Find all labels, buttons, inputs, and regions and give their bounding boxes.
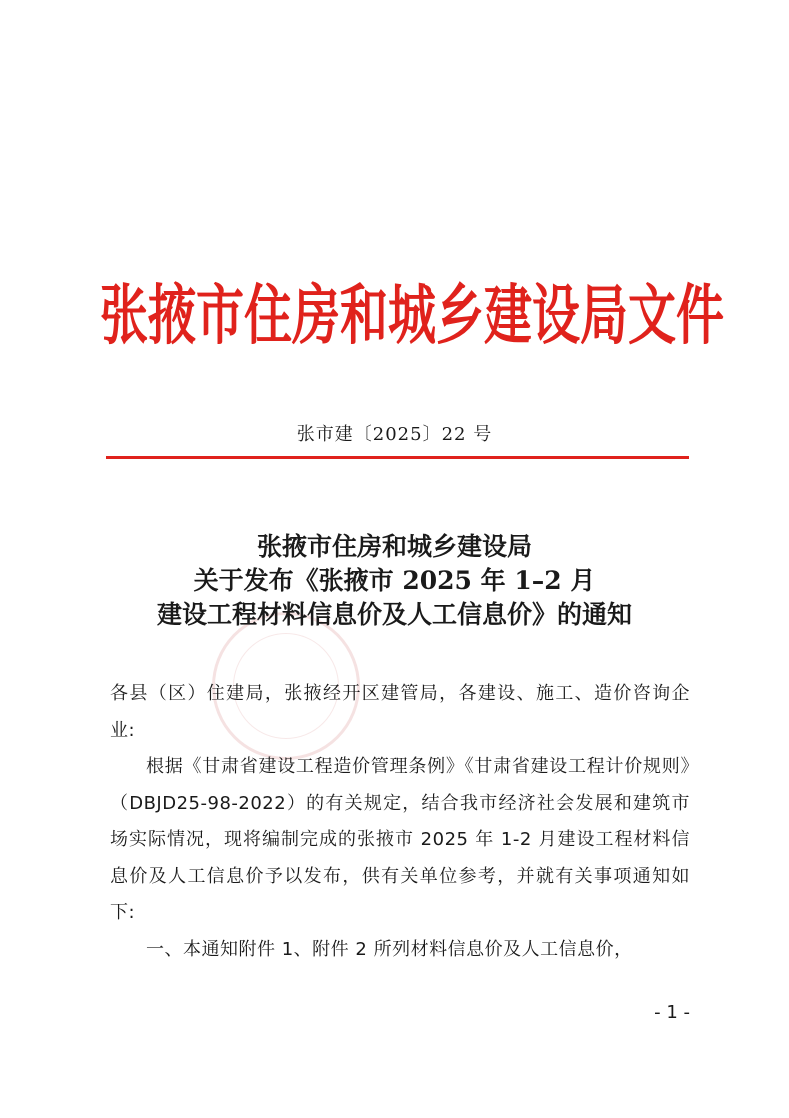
title-line-1: 张掖市住房和城乡建设局 — [256, 532, 532, 561]
body-paragraph-1: 根据《甘肃省建设工程造价管理条例》《甘肃省建设工程计价规则》（DBJD25-98-2022）的有关规定，结合我市经济社会发展和建筑市场实际情况，现将编制完成的张掖市 2025 年 1-2 月建设工程材料信息价及人工信息价予以发布，供有关单位参考，并就有关事项通知如下: — [110, 756, 690, 923]
letterhead-title: 张掖市住房和城乡建设局文件 — [100, 278, 725, 354]
title-line-3: 建设工程材料信息价及人工信息价》的通知 — [156, 600, 632, 629]
red-divider-line — [106, 456, 689, 459]
page-number: - 1 - — [654, 1002, 690, 1023]
title-line-2: 关于发布《张掖市 2025 年 1–2 月 — [193, 566, 596, 595]
document-number: 张市建〔2025〕22 号 — [296, 424, 493, 445]
notice-body — [110, 676, 690, 968]
addressee-paragraph: 各县（区）住建局，张掖经开区建管局，各建设、施工、造价咨询企业: — [110, 683, 690, 741]
notice-title — [0, 530, 789, 632]
body-paragraph-2: 一、本通知附件 1、附件 2 所列材料信息价及人工信息价， — [146, 938, 633, 960]
